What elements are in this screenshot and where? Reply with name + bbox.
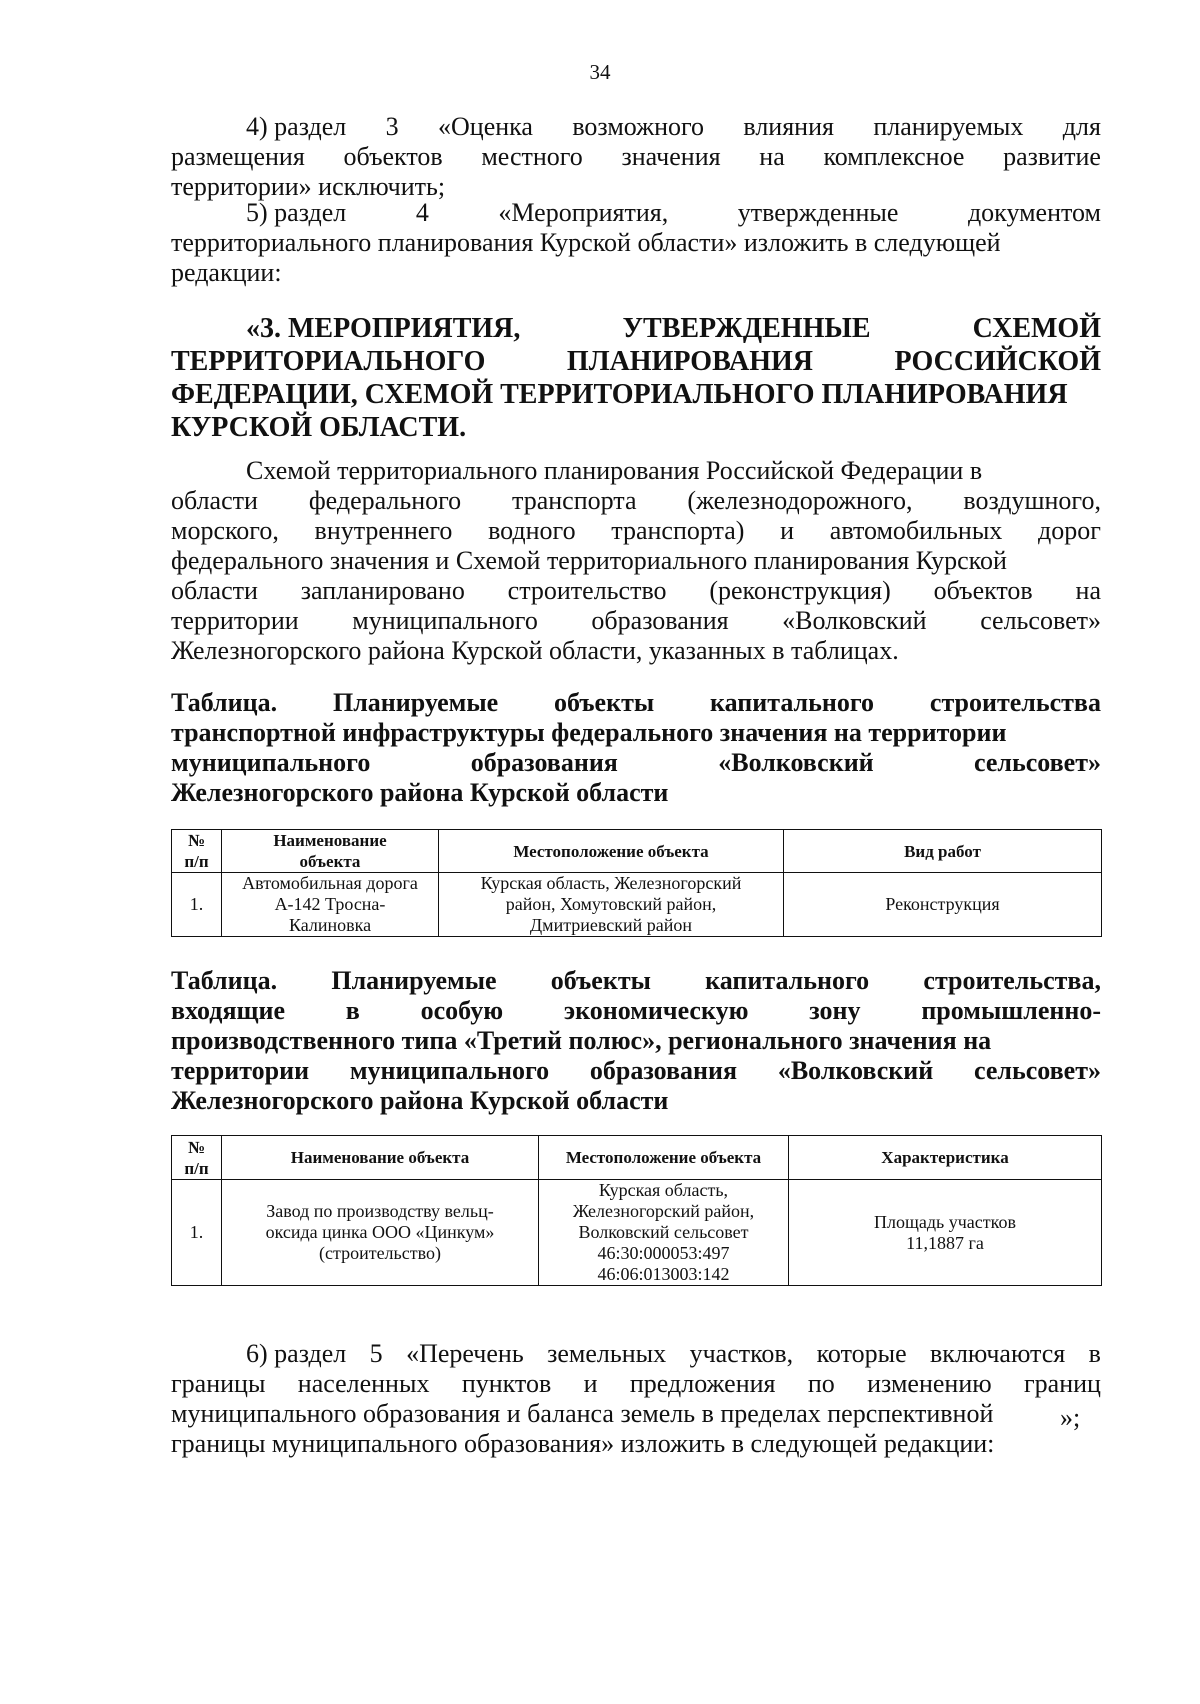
text-line bbox=[171, 688, 1101, 718]
cell-text: Площадь участков bbox=[874, 1211, 1016, 1232]
table-cell bbox=[439, 873, 784, 937]
table-cell bbox=[222, 1180, 539, 1286]
text-segment: 5 bbox=[369, 1339, 383, 1368]
text-segment: земельных bbox=[547, 1339, 667, 1368]
text-segment: запланировано bbox=[300, 576, 465, 605]
cell-text: 1. bbox=[189, 1222, 204, 1242]
table-cell bbox=[784, 873, 1102, 937]
text-segment: (реконструкция) bbox=[709, 576, 891, 605]
text-line bbox=[171, 456, 1101, 486]
cell-text: Местоположение объекта bbox=[513, 841, 709, 861]
column-header bbox=[439, 830, 784, 873]
cell-text: Курская область, Железногорский bbox=[480, 873, 742, 893]
text-segment: территории bbox=[171, 1056, 310, 1085]
table1-caption bbox=[171, 688, 1101, 808]
text-segment: муниципального bbox=[171, 748, 371, 777]
text-segment: воздушного, bbox=[963, 486, 1101, 515]
text-segment: Таблица. bbox=[171, 966, 278, 995]
text-segment: ПЛАНИРОВАНИЯ bbox=[566, 346, 813, 377]
text-segment: комплексное bbox=[823, 142, 965, 171]
text-segment: КУРСКОЙ ОБЛАСТИ. bbox=[171, 412, 467, 443]
text-segment: внутреннего bbox=[314, 516, 453, 545]
text-segment: Планируемые bbox=[332, 688, 499, 717]
cell-text: оксида цинка ООО «Цинкум» bbox=[265, 1222, 495, 1242]
text-line bbox=[171, 576, 1101, 606]
text-segment: по bbox=[807, 1369, 835, 1398]
text-line bbox=[171, 112, 1101, 142]
text-line bbox=[171, 1056, 1101, 1086]
text-line bbox=[171, 966, 1101, 996]
text-segment: возможного bbox=[572, 112, 705, 141]
column-header bbox=[539, 1136, 789, 1180]
text-line bbox=[171, 636, 1101, 666]
text-segment: капитального bbox=[710, 688, 875, 717]
text-line bbox=[171, 312, 1101, 345]
text-line bbox=[171, 345, 1101, 378]
text-segment: объектов bbox=[933, 576, 1033, 605]
text-segment: сельсовет» bbox=[974, 748, 1101, 777]
text-segment: автомобильных bbox=[829, 516, 1003, 545]
text-segment: зону bbox=[809, 996, 861, 1025]
text-segment: влияния bbox=[743, 112, 834, 141]
cell-text: Волковский сельсовет bbox=[578, 1222, 749, 1242]
table-header-row bbox=[172, 830, 1102, 873]
text-line bbox=[171, 258, 1101, 288]
cell-text: А-142 Тросна- bbox=[274, 894, 386, 914]
text-segment: Железногорского района Курской области bbox=[171, 778, 669, 807]
text-segment: 6) раздел bbox=[246, 1339, 347, 1368]
text-segment: сельсовет» bbox=[980, 606, 1101, 635]
paragraph-item-6 bbox=[171, 1339, 1101, 1459]
text-segment: области bbox=[171, 576, 258, 605]
table2-caption bbox=[171, 966, 1101, 1116]
text-line bbox=[171, 411, 1101, 444]
text-line bbox=[171, 606, 1101, 636]
cell-text: Калиновка bbox=[288, 915, 372, 935]
cell-text: 11,1887 га bbox=[906, 1232, 984, 1253]
text-segment: участков, bbox=[689, 1339, 794, 1368]
text-segment: строительства, bbox=[923, 966, 1101, 995]
text-segment: на bbox=[1075, 576, 1101, 605]
column-header bbox=[789, 1136, 1102, 1180]
text-line bbox=[171, 1369, 1101, 1399]
text-segment: дорог bbox=[1038, 516, 1101, 545]
text-segment: транспорта bbox=[512, 486, 637, 515]
text-segment: образования bbox=[589, 1056, 738, 1085]
paragraph-item-4 bbox=[171, 112, 1101, 202]
text-segment: ТЕРРИТОРИАЛЬНОГО bbox=[171, 346, 486, 377]
table-cell bbox=[172, 1180, 222, 1286]
table-cell bbox=[172, 873, 222, 937]
text-segment: на bbox=[759, 142, 785, 171]
cell-text: Характеристика bbox=[881, 1148, 1009, 1167]
text-segment: муниципального bbox=[352, 606, 538, 635]
text-line bbox=[171, 1339, 1101, 1369]
text-segment: предложения bbox=[629, 1369, 776, 1398]
text-segment: образования bbox=[591, 606, 729, 635]
text-segment: «3. МЕРОПРИЯТИЯ, bbox=[246, 313, 521, 344]
text-segment: территориального планирования Курской области» изложить в следующей bbox=[171, 228, 1001, 257]
text-segment: «Волковский bbox=[777, 1056, 934, 1085]
cell-text: Наименование объекта bbox=[290, 1148, 470, 1167]
text-segment: Железногорского района Курской области bbox=[171, 1086, 669, 1115]
text-segment: промышленно- bbox=[921, 996, 1101, 1025]
cell-text: № bbox=[187, 1137, 206, 1157]
text-segment: водного bbox=[488, 516, 576, 545]
text-segment: для bbox=[1062, 112, 1101, 141]
table-federal-objects bbox=[171, 829, 1102, 937]
text-segment: транспорта) bbox=[611, 516, 745, 545]
text-segment: «Оценка bbox=[438, 112, 533, 141]
text-segment: пунктов bbox=[461, 1369, 552, 1398]
text-segment: в bbox=[1088, 1339, 1101, 1368]
text-segment: морского, bbox=[171, 516, 279, 545]
cell-text: (строительство) bbox=[319, 1243, 441, 1263]
text-segment: сельсовет» bbox=[974, 1056, 1101, 1085]
text-segment: особую bbox=[420, 996, 504, 1025]
table-regional-objects bbox=[171, 1135, 1102, 1286]
cell-text: Курская область, bbox=[598, 1180, 729, 1200]
text-line bbox=[171, 1429, 1101, 1459]
cell-text: Автомобильная дорога bbox=[242, 873, 418, 893]
text-line bbox=[171, 198, 1101, 228]
text-segment: производственного типа «Третий полюс», регионального значения на bbox=[171, 1026, 992, 1055]
text-segment: развитие bbox=[1003, 142, 1101, 171]
cell-text: п/п bbox=[184, 1158, 209, 1178]
text-segment: строительства bbox=[929, 688, 1101, 717]
text-segment: СХЕМОЙ bbox=[972, 313, 1101, 344]
cell-text: Железногорский район, bbox=[572, 1201, 755, 1221]
cell-text: объекта bbox=[299, 852, 361, 871]
text-line bbox=[171, 486, 1101, 516]
text-segment: входящие bbox=[171, 996, 285, 1025]
text-segment: 4 bbox=[415, 198, 429, 227]
table-cell bbox=[222, 873, 439, 937]
text-segment: «Перечень bbox=[406, 1339, 524, 1368]
text-segment: ФЕДЕРАЦИИ, СХЕМОЙ ТЕРРИТОРИАЛЬНОГО ПЛАНИРОВАНИЯ bbox=[171, 379, 1068, 410]
text-segment: границы bbox=[171, 1369, 266, 1398]
cell-text: 46:06:013003:142 bbox=[597, 1264, 730, 1284]
cell-text: 1. bbox=[189, 894, 204, 914]
text-segment: которые bbox=[816, 1339, 907, 1368]
section-heading bbox=[171, 312, 1101, 444]
text-segment: муниципального образования и баланса земель в пределах перспективной bbox=[171, 1399, 994, 1428]
text-line bbox=[171, 778, 1101, 808]
text-segment: Схемой территориального планирования Российской Федерации в bbox=[246, 456, 983, 485]
text-segment: в bbox=[345, 996, 360, 1025]
text-line bbox=[171, 378, 1101, 411]
cell-text: Дмитриевский район bbox=[529, 915, 693, 935]
table-cell bbox=[789, 1180, 1102, 1286]
text-line bbox=[171, 1026, 1101, 1056]
table-header-row bbox=[172, 1136, 1102, 1180]
text-segment: 4) раздел bbox=[246, 112, 347, 141]
text-line bbox=[171, 516, 1101, 546]
text-segment: транспортной инфраструктуры федерального значения на территории bbox=[171, 718, 1007, 747]
text-segment: (железнодорожного, bbox=[687, 486, 913, 515]
text-line bbox=[171, 718, 1101, 748]
text-segment: территории bbox=[171, 606, 299, 635]
table-row bbox=[172, 1180, 1102, 1286]
cell-text: Наименование bbox=[273, 831, 387, 850]
text-segment: значения bbox=[621, 142, 721, 171]
page-number: 34 bbox=[589, 60, 611, 84]
text-segment: УТВЕРЖДЕННЫЕ bbox=[622, 313, 871, 344]
cell-text: Вид работ bbox=[904, 841, 981, 861]
text-segment: муниципального bbox=[349, 1056, 550, 1085]
table-row bbox=[172, 873, 1102, 937]
column-header bbox=[784, 830, 1102, 873]
text-segment: 5) раздел bbox=[246, 198, 347, 227]
closing-quote: »; bbox=[1060, 1403, 1081, 1432]
cell-text: п/п bbox=[184, 852, 209, 871]
text-line bbox=[171, 546, 1101, 576]
text-segment: утвержденные bbox=[737, 198, 899, 227]
cell-text: Реконструкция bbox=[885, 894, 1000, 914]
cell-text: район, Хомутовский район, bbox=[505, 894, 717, 914]
paragraph-item-5 bbox=[171, 198, 1101, 288]
text-segment: строительство bbox=[507, 576, 667, 605]
column-header bbox=[172, 1136, 222, 1180]
intro-paragraph bbox=[171, 456, 1101, 666]
text-line bbox=[171, 1086, 1101, 1116]
text-line bbox=[171, 748, 1101, 778]
text-line bbox=[171, 228, 1101, 258]
column-header bbox=[222, 830, 439, 873]
cell-text: № bbox=[187, 831, 206, 850]
text-segment: границ bbox=[1024, 1369, 1101, 1398]
text-segment: изменению bbox=[867, 1369, 992, 1398]
text-segment: федерального значения и Схемой территориального планирования Курской bbox=[171, 546, 1007, 575]
text-line bbox=[171, 996, 1101, 1026]
text-segment: «Мероприятия, bbox=[498, 198, 669, 227]
text-segment: включаются bbox=[930, 1339, 1066, 1368]
text-segment: области bbox=[171, 486, 258, 515]
cell-text: Завод по производству вельц- bbox=[266, 1201, 494, 1221]
cell-text: 46:30:000053:497 bbox=[597, 1243, 730, 1263]
text-segment: образования bbox=[470, 748, 618, 777]
table-cell bbox=[539, 1180, 789, 1286]
text-segment: документом bbox=[967, 198, 1101, 227]
text-segment: и bbox=[780, 516, 795, 545]
column-header bbox=[172, 830, 222, 873]
text-segment: 3 bbox=[385, 112, 399, 141]
column-header bbox=[222, 1136, 539, 1180]
text-segment: Таблица. bbox=[171, 688, 278, 717]
cell-text: Местоположение объекта bbox=[565, 1148, 762, 1167]
text-segment: федерального bbox=[308, 486, 462, 515]
text-segment: размещения bbox=[171, 142, 305, 171]
text-segment: местного bbox=[481, 142, 583, 171]
text-segment: объекты bbox=[550, 966, 651, 995]
text-segment: Планируемые bbox=[331, 966, 497, 995]
text-segment: границы муниципального образования» изложить в следующей редакции: bbox=[171, 1429, 995, 1458]
text-segment: планируемых bbox=[873, 112, 1024, 141]
text-segment: редакции: bbox=[171, 258, 282, 287]
text-segment: РОССИЙСКОЙ bbox=[894, 346, 1101, 377]
text-segment: территории» исключить; bbox=[171, 172, 446, 201]
text-segment: Железногорского района Курской области, указанных в таблицах. bbox=[171, 636, 899, 665]
text-segment: экономическую bbox=[563, 996, 749, 1025]
text-segment: объекты bbox=[554, 688, 655, 717]
text-segment: «Волковский bbox=[782, 606, 927, 635]
text-line bbox=[171, 1399, 1101, 1429]
text-segment: «Волковский bbox=[718, 748, 874, 777]
text-segment: населенных bbox=[297, 1369, 430, 1398]
text-line bbox=[171, 142, 1101, 172]
text-segment: объектов bbox=[343, 142, 443, 171]
text-segment: и bbox=[583, 1369, 598, 1398]
text-segment: капитального bbox=[705, 966, 870, 995]
